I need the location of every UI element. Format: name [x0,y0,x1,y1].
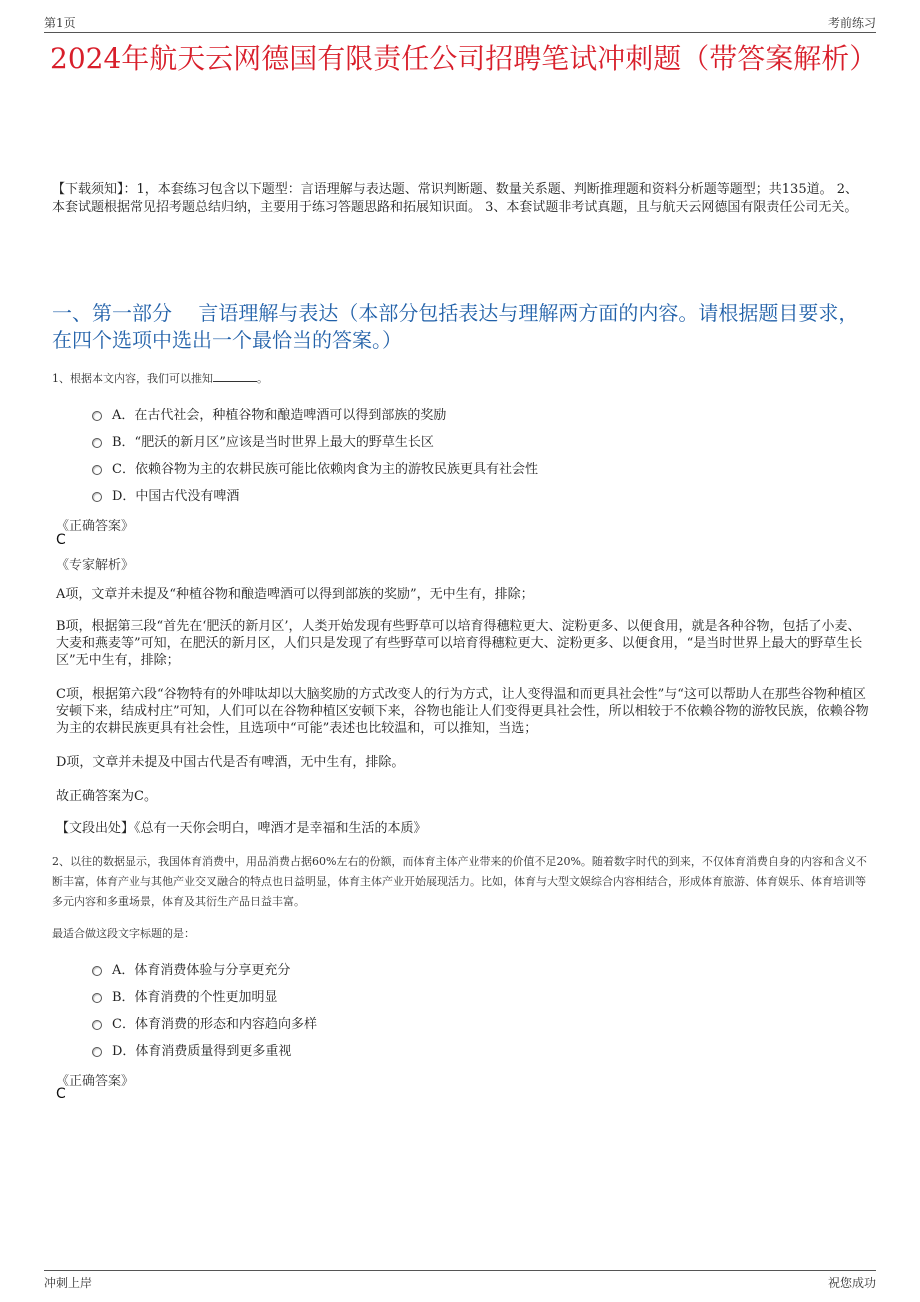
q1-analysis-label: 《专家解析》 [56,558,135,573]
q1-answer-label: 《正确答案》 [56,519,135,534]
q2-answer: C [56,1086,66,1102]
question-2-options [92,955,852,1063]
q1-conclusion: 故正确答案为C。 [56,789,157,804]
q1-option-a[interactable] [92,400,852,427]
page-footer [44,1270,876,1293]
q1-option-d-label: D．中国古代没有啤酒 [112,489,240,504]
question-1-stem-text: 1、根据本文内容，我们可以推知 [52,372,213,385]
question-1-options [92,400,852,508]
q2-option-b-label: B．体育消费的个性更加明显 [112,990,278,1005]
footer-left: 冲刺上岸 [44,1276,93,1290]
radio-icon[interactable] [92,465,102,475]
q2-option-d[interactable] [92,1036,852,1063]
q1-analysis-c: C项，根据第六段“谷物特有的外啡呔却以大脑奖励的方式改变人的行为方式，让人变得温和而更具社会性”与“这可以帮助人在那些谷物种植区安顿下来，结成村庄”可知，人们可以在谷物种植区安顿下来，谷物也能让人们变得更具社会性，所以相较于不依赖谷物的游牧民族，依赖谷物为主的农耕民族更具有社会性，且选项中“可能”表述也比较温和，可以推知，当选； [56,687,869,736]
radio-icon[interactable] [92,966,102,976]
radio-icon[interactable] [92,492,102,502]
q2-answer-label: 《正确答案》 [56,1074,135,1089]
q2-option-a-label: A．体育消费体验与分享更充分 [112,963,291,978]
radio-icon[interactable] [92,1020,102,1030]
q2-option-c-label: C．体育消费的形态和内容趋向多样 [112,1017,317,1032]
radio-icon[interactable] [92,438,102,448]
page-header [44,12,876,33]
question-2-stem: 2、以往的数据显示，我国体育消费中，用品消费占据60%左右的份额，而体育主体产业带来的价值不足20%。随着数字时代的到来，不仅体育消费自身的内容和含义不断丰富，体育产业与其他产业交叉融合的特点也日益明显，体育主体产业开始展现活力。比如，体育与大型文娱综合内容相结合，形成体育旅游、体育娱乐、体育培训等多元内容和多重场景，体育及其衍生产品日益丰富。 [52,855,867,908]
q1-answer: C [56,532,66,548]
q1-option-d[interactable] [92,481,852,508]
section-title: 一、第一部分 言语理解与表达（本部分包括表达与理解两方面的内容。请根据题目要求，在四个选项中选出一个最恰当的答案。） [52,301,859,352]
q1-source: 【文段出处】《总有一天你会明白，啤酒才是幸福和生活的本质》 [56,821,427,836]
answer-blank [213,371,257,382]
q1-option-c-label: C．依赖谷物为主的农耕民族可能比依赖肉食为主的游牧民族更具有社会性 [112,462,538,477]
q2-option-d-label: D．体育消费质量得到更多重视 [112,1044,292,1059]
q1-option-b[interactable] [92,427,852,454]
q1-option-c[interactable] [92,454,852,481]
question-1-stem-end: 。 [257,372,268,385]
download-notice: 【下载须知】：1，本套练习包含以下题型：言语理解与表达题、常识判断题、数量关系题、判断推理题和资料分析题等题型；共135道。 2、本套试题根据常见招考题总结归纳，主要用于练习答题思路和拓展知识面。 3、本套试题非考试真题，且与航天云网德国有限责任公司无关。 [52,182,858,215]
radio-icon[interactable] [92,1047,102,1057]
radio-icon[interactable] [92,993,102,1003]
question-1-stem [52,370,870,388]
q2-option-c[interactable] [92,1009,852,1036]
q2-option-b[interactable] [92,982,852,1009]
q1-analysis-d: D项，文章并未提及中国古代是否有啤酒，无中生有，排除。 [56,755,405,770]
question-2-prompt: 最适合做这段文字标题的是： [52,927,195,940]
header-tag: 考前练习 [827,16,876,30]
footer-right: 祝您成功 [827,1276,876,1290]
q1-option-a-label: A．在古代社会，种植谷物和酿造啤酒可以得到部族的奖励 [112,408,447,423]
q1-analysis-b: B项，根据第三段“首先在‘肥沃的新月区’，人类开始发现有些野草可以培育得穗粒更大、淀粉更多、以便食用，就是各种谷物，包括了小麦、大麦和燕麦等”可知，在肥沃的新月区，人们只是发现了有些野草可以培育得穗粒更大、淀粉更多、以便食用，“是当时世界上最大的野草生长区”无中生有，排除； [56,619,863,668]
q2-option-a[interactable] [92,955,852,982]
document-title: 2024年航天云网德国有限责任公司招聘笔试冲刺题（带答案解析） [50,42,878,75]
q1-analysis-a: A项，文章并未提及“种植谷物和酿造啤酒可以得到部族的奖励”，无中生有，排除； [56,587,534,602]
radio-icon[interactable] [92,411,102,421]
page-number: 第1页 [44,16,76,30]
q1-option-b-label: B．“肥沃的新月区”应该是当时世界上最大的野草生长区 [112,435,434,450]
